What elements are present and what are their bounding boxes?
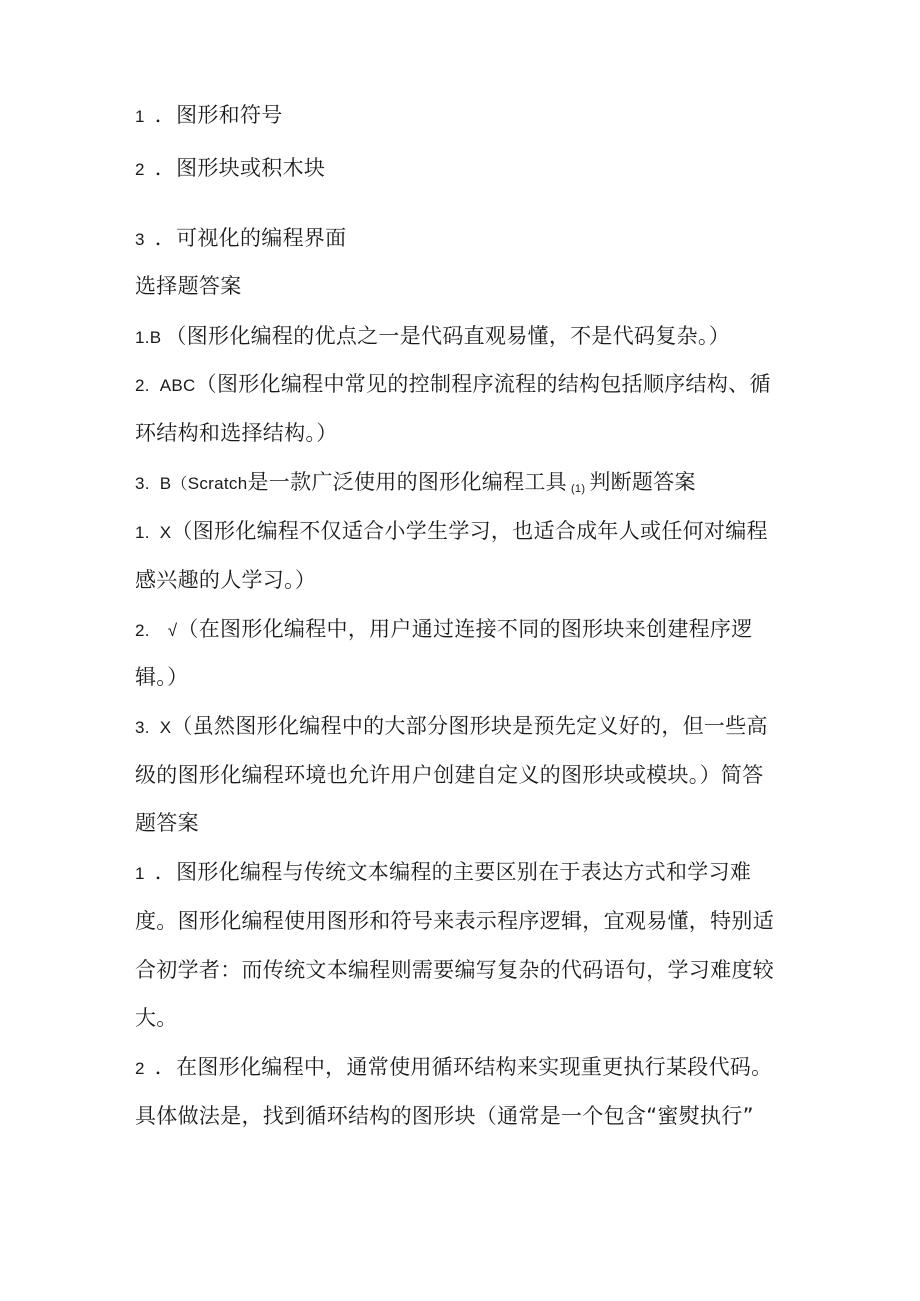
answer-text: ．图形和符号 — [154, 103, 283, 127]
item-number: 3. — [135, 474, 150, 493]
item-number: 2. — [135, 621, 150, 640]
item-number: 2. — [135, 376, 150, 395]
short-answer-1 — [135, 858, 751, 888]
judge-answer-1-cont: 感兴趣的人学习。） — [135, 568, 317, 592]
item-number: 1. — [135, 523, 150, 542]
answer-letter: B — [159, 474, 172, 493]
answer-text: （图形化编程不仅适合小学生学习，也适合成年人或任何对编程 — [171, 519, 768, 543]
judge-answer-2 — [135, 615, 753, 645]
answer-text: （图形化编程中常见的控制程序流程的结构包括顺序结构、循 — [195, 372, 771, 396]
judge-mark: √ — [167, 621, 178, 640]
fill-answer-2 — [135, 154, 325, 184]
item-number: 2 — [135, 160, 145, 179]
item-number: 2 — [135, 1059, 145, 1078]
answer-text: （虽然图形化编程中的大部分图形块是预先定义好的，但一些高 — [171, 714, 768, 738]
answer-text: （在图形化编程中，用户通过连接不同的图形块来创建程序逻 — [177, 617, 753, 641]
judge-answer-3 — [135, 712, 768, 742]
short-answer-2-line-2: 具体做法是，找到循环结构的图形块（通常是一个包含“蜜熨执行” — [135, 1104, 754, 1128]
judge-heading: 判断题答案 — [589, 470, 696, 494]
choice-heading: 选择题答案 — [135, 274, 242, 298]
short-answer-heading: 题答案 — [135, 811, 199, 835]
fill-answer-3 — [135, 224, 346, 254]
short-answer-1-line-2: 度。图形化编程使用图形和符号来表示程序逻辑，宜观易懂，特别适 — [135, 909, 774, 933]
item-number: 1.B — [135, 328, 162, 347]
judge-answer-3-cont: 级的图形化编程环境也允许用户创建自定义的图形块或模块。）简答 — [135, 763, 764, 787]
scratch-word: Scratch — [187, 474, 248, 493]
fill-answer-1 — [135, 101, 283, 131]
judge-mark: X — [159, 718, 172, 737]
footnote-mark: (1) — [570, 483, 586, 495]
choice-answer-2-cont: 环结构和选择结构。） — [135, 421, 338, 445]
choice-answer-1 — [135, 322, 730, 352]
judge-answer-1 — [135, 517, 768, 547]
answer-text: 是一款广泛使用的图形化编程工具 — [247, 470, 567, 494]
judge-mark: X — [159, 523, 172, 542]
judge-answer-2-cont: 辑。） — [135, 665, 189, 689]
answer-text: ．可视化的编程界面 — [154, 226, 347, 250]
item-number: 1 — [135, 864, 145, 883]
answer-text: ．在图形化编程中，通常使用循环结构来实现重更执行某段代码。 — [154, 1055, 773, 1079]
item-number: 3 — [135, 230, 145, 249]
short-answer-1-line-4: 大。 — [135, 1006, 178, 1030]
item-number: 1 — [135, 107, 145, 126]
choice-answer-3 — [135, 468, 696, 503]
short-answer-1-line-3: 合初学者：而传统文本编程则需要编写复杂的代码语句，学习难度较 — [135, 958, 774, 982]
answer-letter: ABC — [159, 376, 196, 395]
answer-text: ．图形化编程与传统文本编程的主要区别在于表达方式和学习难 — [154, 860, 752, 884]
answer-text: （图形化编程的优点之一是代码直观易懂，不是代码复杂。） — [165, 324, 731, 348]
answer-text: ．图形块或积木块 — [154, 156, 326, 180]
choice-answer-2 — [135, 370, 771, 400]
short-answer-2 — [135, 1053, 772, 1083]
open-paren: （ — [171, 474, 188, 493]
item-number: 3. — [135, 718, 150, 737]
